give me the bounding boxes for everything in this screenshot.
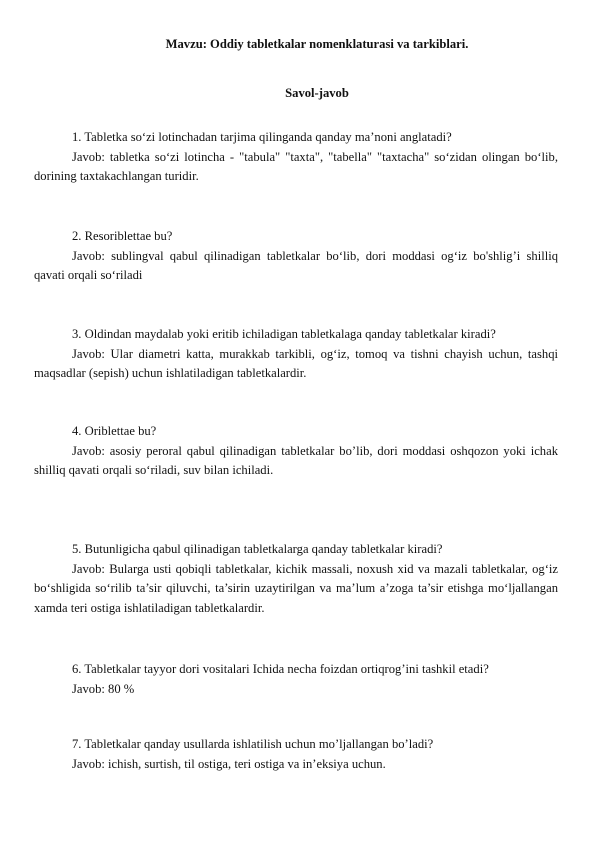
answer-6: Javob: 80 % — [72, 681, 135, 696]
qa-item-4 — [34, 422, 558, 481]
question-5: 5. Butunligicha qabul qilinadigan tabletkalarga qanday tabletkalar kiradi? — [72, 542, 443, 556]
answer-7: Javob: ichish, surtish, til ostiga, teri ostiga va in’eksiya uchun. — [72, 756, 386, 771]
question-4: 4. Oriblettae bu? — [72, 424, 157, 438]
answer-3: Javob: Ular diametri katta, murakkab tarkibli, og‘iz, tomoq va tishni chayish uchun, tashqi maqsadlar (sepish) uchun ishlatiladigan tabletkalardir. — [34, 346, 558, 380]
qa-item-2 — [34, 227, 558, 286]
question-3: 3. Oldindan maydalab yoki eritib ichiladigan tabletkalaga qanday tabletkalar kiradi? — [72, 327, 496, 341]
document-subtitle: Savol-javob — [285, 86, 349, 100]
qa-item-7 — [34, 735, 558, 774]
answer-4: Javob: asosiy peroral qabul qilinadigan tabletkalar bo’lib, dori moddasi oshqozon yoki ichak shilliq qavati orqali so‘riladi, suv bilan ichiladi. — [34, 443, 558, 477]
question-6: 6. Tabletkalar tayyor dori vositalari Ichida necha foizdan ortiqrog’ini tashkil etadi? — [72, 662, 489, 676]
qa-item-3 — [34, 325, 558, 384]
question-2: 2. Resoriblettae bu? — [72, 229, 173, 243]
answer-1: Javob: tabletka so‘zi lotincha - "tabula" "taxta", "tabella" "taxtacha" so‘zidan olingan bo‘lib, dorining taxtakachlangan turidir. — [34, 149, 558, 183]
qa-item-1 — [34, 128, 558, 187]
document-title: Mavzu: Oddiy tabletkalar nomenklaturasi va tarkiblari. — [165, 37, 469, 51]
question-7: 7. Tabletkalar qanday usullarda ishlatilish uchun mo’ljallangan bo’ladi? — [72, 737, 434, 751]
qa-item-5 — [34, 540, 558, 618]
qa-item-6 — [34, 660, 558, 699]
answer-5: Javob: Bularga usti qobiqli tabletkalar, kichik massali, noxush xid va mazali tabletkalar, og‘iz bo‘shligida so‘rilib ta’sir qiluvchi, ta’sirin uzaytirilgan va ma’lum a’zoga ta’sir etishga mo‘ljallangan xamda teri ostiga ishlatiladigan tabletkalardir. — [34, 561, 558, 615]
answer-2: Javob: sublingval qabul qilinadigan tabletkalar bo‘lib, dori moddasi og‘iz bo'shlig’i shilliq qavati orqali so‘riladi — [34, 248, 558, 282]
question-1: 1. Tabletka so‘zi lotinchadan tarjima qilinganda qanday ma’noni anglatadi? — [72, 130, 452, 144]
